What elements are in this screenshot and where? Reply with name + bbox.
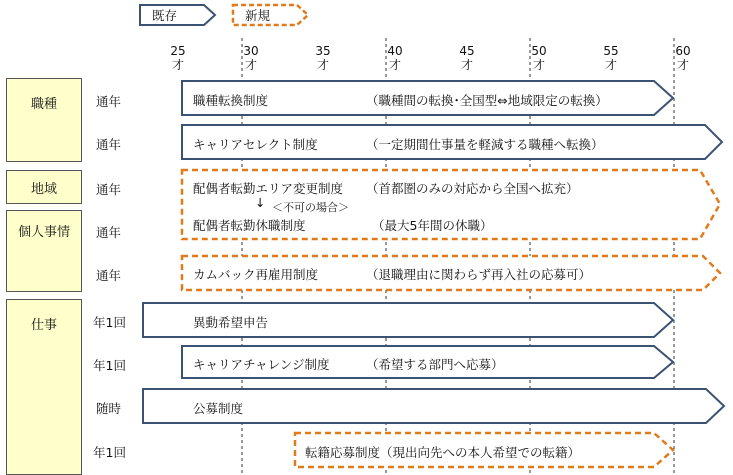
axis-tick-45: 45 才 [459, 44, 475, 72]
program-name: 配偶者転勤エリア変更制度 [193, 181, 344, 196]
fallback-note: ＜不可の場合＞ [272, 201, 349, 214]
axis-tick-35: 35 才 [315, 44, 331, 72]
category-shokushu: 職種 [6, 78, 82, 162]
program-sub-name: 配偶者転勤休職制度 [193, 218, 306, 233]
program-name: 転籍応募制度（現出向先への本人希望での転籍） [305, 445, 581, 460]
category-chiiki: 地域 [6, 170, 82, 204]
axis-tick-40: 40 才 [387, 44, 403, 72]
program-desc: （一定期間仕事量を軽減する職種へ転換） [366, 137, 604, 152]
program-name: キャリアチャレンジ制度 [193, 357, 330, 372]
period-label: 通年 [96, 94, 122, 109]
axis-tick-25: 25 才 [170, 44, 186, 72]
period-label: 年1回 [93, 445, 126, 460]
program-desc: （首都圏のみの対応から全国へ拡充） [366, 181, 579, 196]
period-label: 年1回 [93, 358, 126, 373]
fallback-arrow: ↓ [255, 195, 266, 210]
axis-tick-30: 30 才 [243, 44, 259, 72]
program-name: カムバック再雇用制度 [193, 267, 319, 282]
legend-existing-label: 既存 [152, 8, 178, 23]
period-label: 通年 [96, 268, 122, 283]
period-label: 通年 [96, 137, 122, 152]
period-label: 随時 [96, 401, 122, 416]
axis-tick-50: 50 才 [531, 44, 547, 72]
period-label: 通年 [96, 182, 122, 197]
program-name: 公募制度 [193, 401, 244, 416]
period-label: 通年 [96, 225, 122, 240]
axis-tick-55: 55 才 [603, 44, 619, 72]
program-name: 職種転換制度 [193, 93, 269, 108]
program-name: キャリアセレクト制度 [193, 137, 318, 152]
period-label: 年1回 [93, 315, 126, 330]
program-name: 異動希望申告 [193, 315, 269, 330]
legend-new-label: 新規 [245, 8, 271, 23]
program-desc: （職種間の転換･全国型⇔地域限定の転換） [366, 93, 608, 108]
program-desc: （退職理由に関わらず再入社の応募可） [366, 267, 592, 282]
category-kojin-jijo: 個人事情 [6, 210, 82, 292]
program-sub-desc: （最大5年間の休職） [372, 218, 493, 233]
axis-tick-60: 60 才 [675, 44, 691, 72]
category-shigoto: 仕事 [6, 299, 82, 475]
program-desc: （希望する部門へ応募） [366, 357, 504, 372]
